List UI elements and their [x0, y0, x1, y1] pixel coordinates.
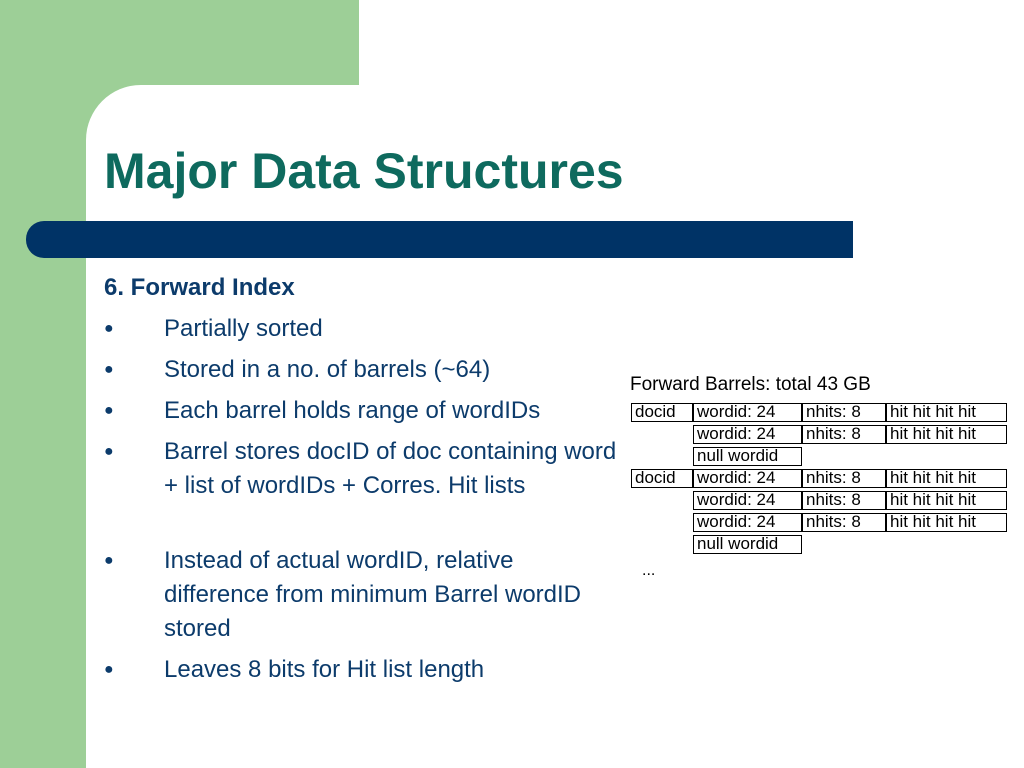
- wordid-cell: wordid: 24: [693, 425, 802, 444]
- wordid-cell: wordid: 24: [693, 469, 802, 488]
- diagram-ellipsis: ...: [642, 562, 656, 579]
- hits-cell: hit hit hit hit: [886, 425, 1007, 444]
- bullet-text: Stored in a no. of barrels (~64): [164, 356, 491, 383]
- bullet-text: Each barrel holds range of wordIDs: [164, 397, 541, 424]
- wordid-cell: null wordid: [693, 447, 802, 466]
- bullet-text: Leaves 8 bits for Hit list length: [164, 656, 485, 683]
- bullet-dot-icon: ●: [104, 320, 114, 337]
- bullet-text: Barrel stores docID of doc containing word + list of wordIDs + Corres. Hit lists: [164, 438, 617, 499]
- nhits-cell: nhits: 8: [802, 469, 886, 488]
- bullet-item: [104, 544, 624, 646]
- nhits-cell: nhits: 8: [802, 403, 886, 422]
- bullet-dot-icon: ●: [104, 552, 114, 569]
- bullet-dot-icon: ●: [104, 661, 114, 678]
- hits-cell: hit hit hit hit: [886, 491, 1007, 510]
- wordid-cell: wordid: 24: [693, 403, 802, 422]
- bullet-item: [104, 312, 624, 346]
- nhits-cell: nhits: 8: [802, 491, 886, 510]
- docid-cell: docid: [631, 403, 693, 422]
- slide-title: Major Data Structures: [104, 143, 624, 199]
- bullet-text: Instead of actual wordID, relative difference from minimum Barrel wordID stored: [164, 547, 582, 642]
- bullet-item: [104, 353, 624, 387]
- diagram-title: Forward Barrels: total 43 GB: [630, 374, 871, 395]
- docid-cell: docid: [631, 469, 693, 488]
- bullet-text: Partially sorted: [164, 315, 323, 342]
- bullet-dot-icon: ●: [104, 402, 114, 419]
- bullet-item: [104, 435, 624, 503]
- hits-cell: hit hit hit hit: [886, 403, 1007, 422]
- hits-cell: hit hit hit hit: [886, 513, 1007, 532]
- bullet-dot-icon: ●: [104, 361, 114, 378]
- bullet-dot-icon: ●: [104, 443, 114, 460]
- wordid-cell: null wordid: [693, 535, 802, 554]
- bullet-item: [104, 394, 624, 428]
- wordid-cell: wordid: 24: [693, 513, 802, 532]
- nhits-cell: nhits: 8: [802, 513, 886, 532]
- nhits-cell: nhits: 8: [802, 425, 886, 444]
- wordid-cell: wordid: 24: [693, 491, 802, 510]
- title-underline-bar: [26, 221, 853, 258]
- section-subheading: 6. Forward Index: [104, 274, 295, 301]
- bullet-item: [104, 653, 624, 687]
- hits-cell: hit hit hit hit: [886, 469, 1007, 488]
